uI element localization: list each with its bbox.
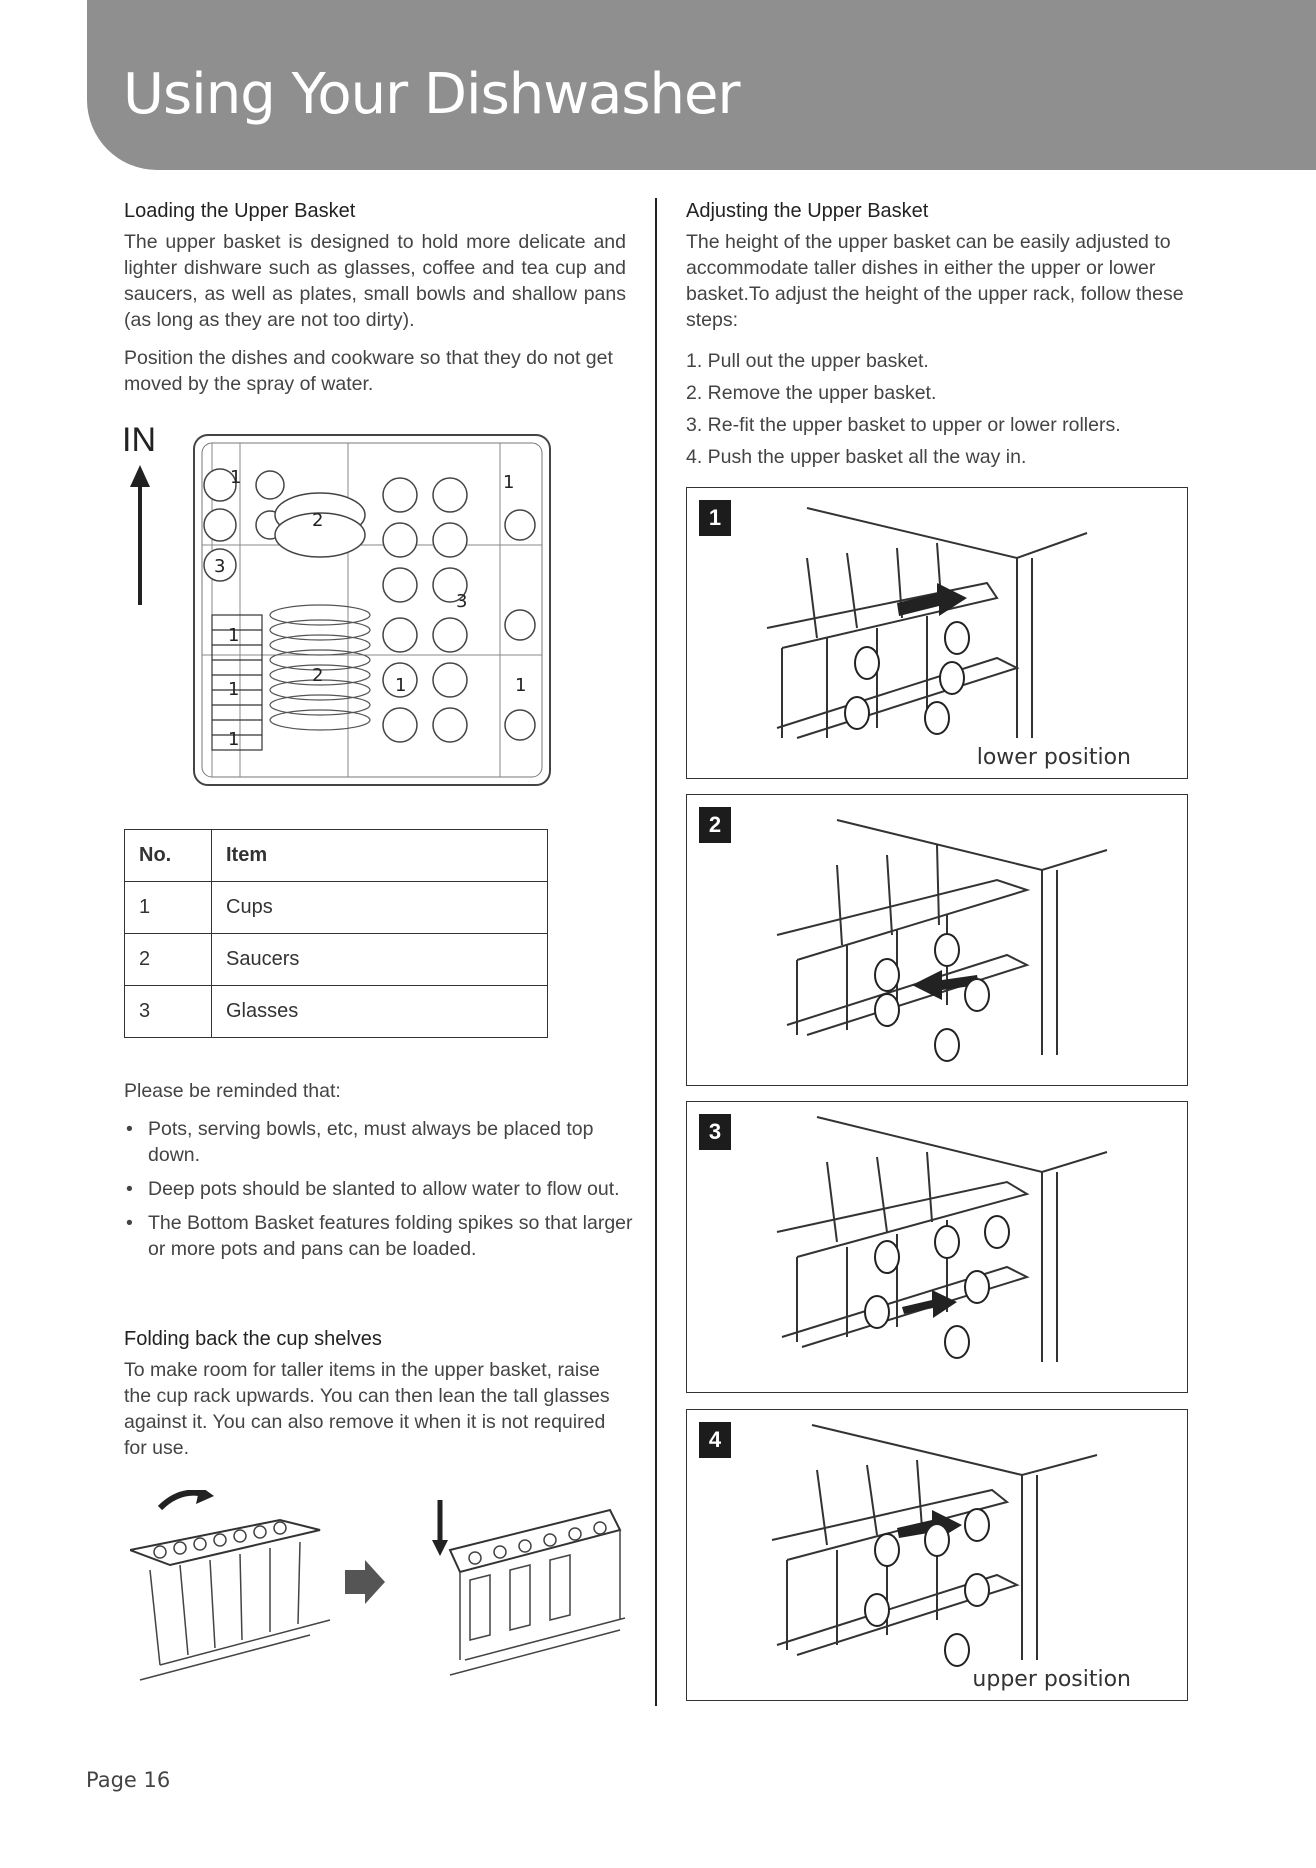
table-cell-no: 1 (125, 882, 212, 934)
upper-basket-top-view-figure (120, 425, 560, 805)
lower-position-caption: lower position (976, 745, 1131, 770)
adjusting-paragraph: The height of the upper basket can be easily adjusted to accommodate taller dishes in either the upper or lower basket.To adjust the height of the upper rack, follow these steps: (686, 231, 1184, 331)
reminder-section (124, 1078, 644, 1270)
step-badge: 1 (699, 500, 731, 536)
page-header-banner (87, 0, 1316, 170)
page-title: Using Your Dishwasher (123, 62, 740, 127)
loading-section (124, 200, 626, 409)
basket-items-table (124, 829, 548, 1038)
table-cell-item: Cups (212, 882, 548, 934)
step-badge: 4 (699, 1422, 731, 1458)
reminder-intro: Please be reminded that: (124, 1080, 341, 1102)
folding-paragraph: To make room for taller items in the upper basket, raise the cup rack upwards. You can then lean the tall glasses against it. You can also remove it when it is not required for use. (124, 1359, 610, 1459)
adjusting-section (686, 200, 1186, 473)
loading-paragraph-2: Position the dishes and cookware so that they do not get moved by the spray of water. (124, 347, 613, 395)
adjusting-heading: Adjusting the Upper Basket (686, 200, 929, 222)
callout-cups-2: 1 (503, 472, 515, 493)
cup-shelf-lowered-illustration (432, 1500, 625, 1675)
callout-cups-6: 1 (228, 679, 240, 700)
cup-shelf-raised-illustration (130, 1490, 330, 1680)
table-row (125, 934, 548, 986)
folding-section (124, 1328, 626, 1473)
table-row (125, 986, 548, 1038)
step-panel-2 (686, 794, 1188, 1086)
list-item (124, 1210, 644, 1262)
table-cell-no: 3 (125, 986, 212, 1038)
loading-paragraph-1: The upper basket is designed to hold more delicate and lighter dishware such as glasses, coffee and tea cup and saucers, as well as plates, small bowls and shallow pans (as long as they are not too dirty). (124, 231, 626, 331)
list-item (124, 1176, 644, 1202)
upper-position-caption: upper position (972, 1667, 1131, 1692)
basket-lower-position-illustration (687, 488, 1187, 778)
table-header-item: Item (212, 830, 548, 882)
list-item (124, 1116, 644, 1168)
bullet-text: The Bottom Basket features folding spikes so that larger or more pots and pans can be loaded. (148, 1212, 633, 1260)
in-arrow-icon (130, 465, 150, 487)
basket-removal-illustration (687, 795, 1187, 1085)
bullet-icon: • (126, 1118, 133, 1140)
callout-cups-4: 1 (395, 675, 407, 696)
table-cell-no: 2 (125, 934, 212, 986)
list-item: 4. Push the upper basket all the way in. (686, 446, 1027, 468)
callout-cups-3: 1 (228, 625, 240, 646)
list-item: 1. Pull out the upper basket. (686, 350, 929, 372)
table-header-row (125, 830, 548, 882)
bullet-text: Pots, serving bowls, etc, must always be placed top down. (148, 1118, 594, 1166)
bullet-text: Deep pots should be slanted to allow water to flow out. (148, 1178, 620, 1200)
table-row (125, 882, 548, 934)
callout-cups-1: 1 (230, 467, 242, 488)
bullet-icon: • (126, 1178, 133, 1200)
step-panel-1 (686, 487, 1188, 779)
page-number: Page 16 (86, 1768, 171, 1792)
table-header-no: No. (125, 830, 212, 882)
step-badge: 2 (699, 807, 731, 843)
adjusting-steps-list (686, 345, 1186, 473)
right-arrow-icon (345, 1560, 385, 1604)
table-cell-item: Saucers (212, 934, 548, 986)
callout-glasses-1: 3 (214, 556, 226, 577)
list-item: 3. Re-fit the upper basket to upper or lower rollers. (686, 414, 1121, 436)
cup-shelf-folding-figure (130, 1490, 630, 1690)
callout-cups-7: 1 (228, 729, 240, 750)
step-panel-3 (686, 1101, 1188, 1393)
bullet-icon: • (126, 1212, 133, 1234)
callout-glasses-2: 3 (456, 591, 468, 612)
list-item: 2. Remove the upper basket. (686, 382, 937, 404)
callout-saucers-1: 2 (312, 510, 324, 531)
step-badge: 3 (699, 1114, 731, 1150)
in-label: IN (122, 425, 156, 459)
basket-upper-position-illustration (687, 1410, 1187, 1700)
folding-heading: Folding back the cup shelves (124, 1328, 382, 1350)
callout-saucers-2: 2 (312, 665, 324, 686)
column-divider (655, 198, 657, 1706)
table-cell-item: Glasses (212, 986, 548, 1038)
step-panel-4 (686, 1409, 1188, 1701)
loading-heading: Loading the Upper Basket (124, 200, 356, 222)
callout-cups-5: 1 (515, 675, 527, 696)
basket-refit-illustration (687, 1102, 1187, 1392)
